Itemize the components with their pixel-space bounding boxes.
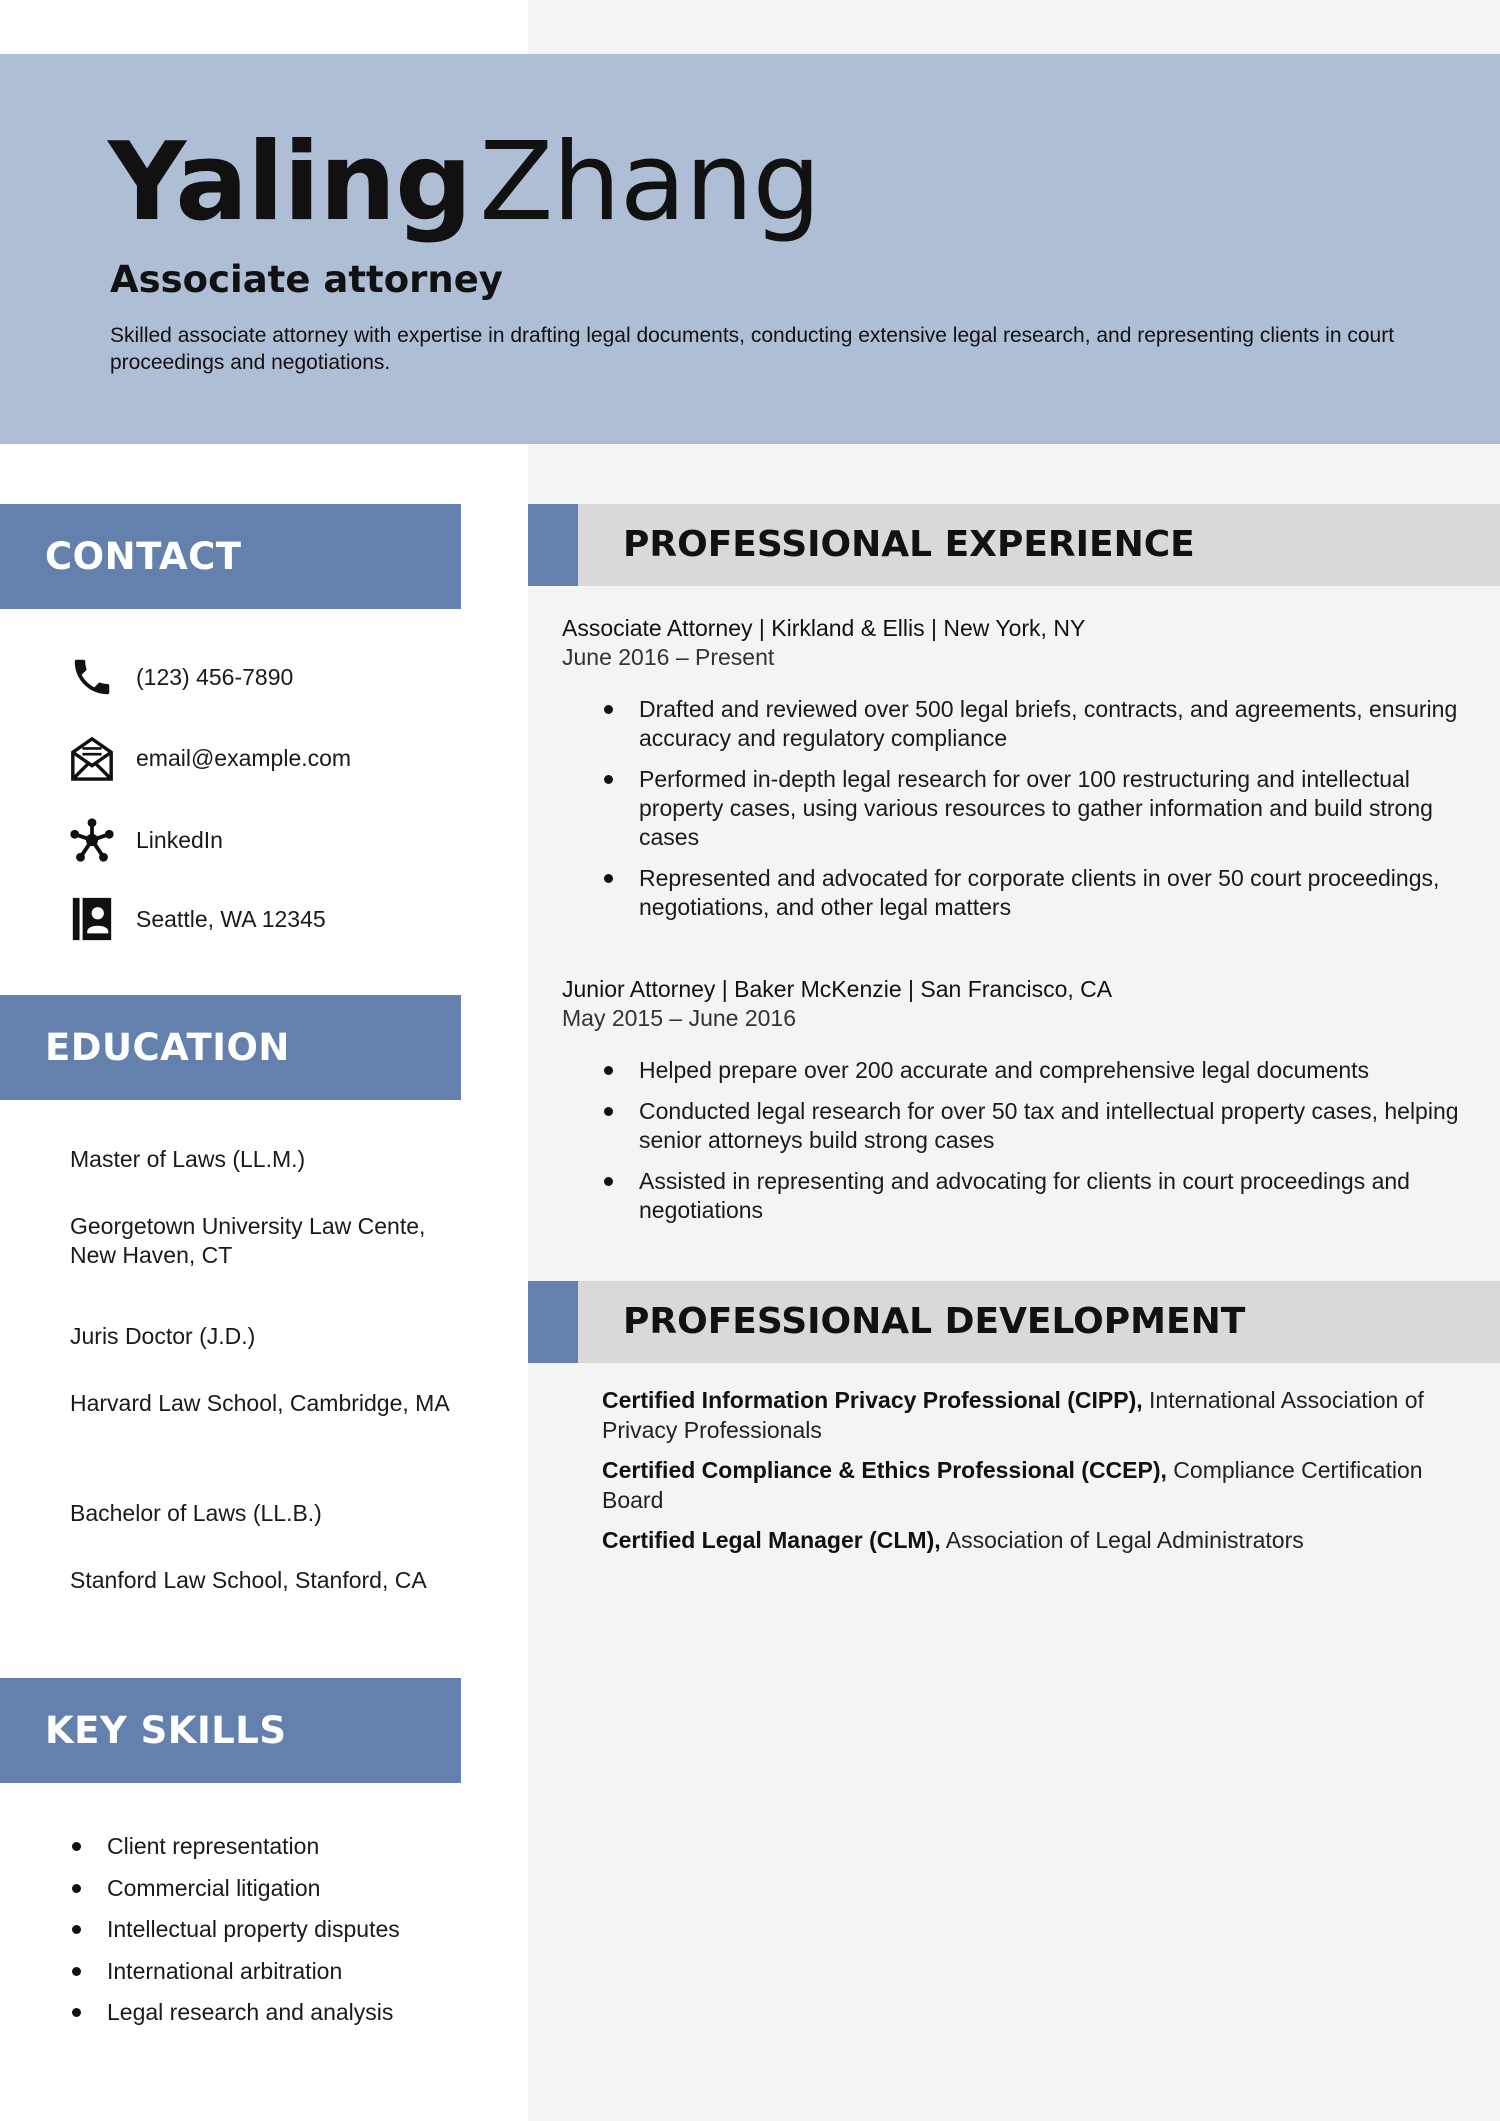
certification-name: Certified Compliance & Ethics Professional (CCEP), bbox=[602, 1457, 1167, 1483]
job-bullet: Drafted and reviewed over 500 legal briefs, contracts, and agreements, ensuring accuracy and regulatory compliance bbox=[562, 695, 1482, 753]
education-heading bbox=[0, 995, 461, 1100]
contact-heading bbox=[0, 504, 461, 609]
certification-issuer: International Association of Privacy Professionals bbox=[602, 1387, 1424, 1443]
job-entry bbox=[562, 975, 1482, 1237]
certification-item bbox=[602, 1386, 1482, 1445]
job-bullet: Helped prepare over 200 accurate and comprehensive legal documents bbox=[562, 1056, 1482, 1085]
address-icon bbox=[68, 895, 116, 943]
linkedin-text: LinkedIn bbox=[136, 826, 223, 853]
phone-icon bbox=[68, 653, 116, 701]
contact-linkedin bbox=[68, 815, 223, 865]
certification-item bbox=[602, 1456, 1482, 1515]
summary: Skilled associate attorney with expertise in drafting legal documents, conducting extensive legal research, and representing clients in court proceedings and negotiations. bbox=[110, 324, 1395, 374]
skill-item: Intellectual property disputes bbox=[70, 1909, 400, 1951]
skills-heading-label: KEY SKILLS bbox=[45, 1709, 287, 1752]
heading-accent bbox=[528, 504, 578, 586]
job-bullet: Assisted in representing and advocating for clients in court proceedings and negotiations bbox=[562, 1167, 1482, 1225]
certification-issuer: Compliance Certification Board bbox=[602, 1457, 1423, 1513]
contact-email bbox=[68, 733, 351, 783]
education-school: Stanford Law School, Stanford, CA bbox=[70, 1567, 427, 1593]
heading-accent bbox=[528, 1281, 578, 1363]
contact-address bbox=[68, 894, 326, 944]
linkedin-icon bbox=[68, 816, 116, 864]
candidate-name bbox=[108, 118, 820, 248]
job-bullet: Performed in-depth legal research for over 100 restructuring and intellectual property cases, using various resources to gather information and build strong cases bbox=[562, 765, 1482, 852]
contact-phone bbox=[68, 652, 293, 702]
job-bullet: Conducted legal research for over 50 tax and intellectual property cases, helping senior attorneys build strong cases bbox=[562, 1097, 1482, 1155]
education-degree: Master of Laws (LL.M.) bbox=[70, 1146, 306, 1172]
job-dates: May 2015 – June 2016 bbox=[562, 1005, 797, 1031]
education-school: Harvard Law School, Cambridge, MA bbox=[70, 1390, 450, 1416]
email-icon bbox=[68, 734, 116, 782]
experience-heading bbox=[528, 504, 1500, 586]
job-title: Associate attorney bbox=[110, 258, 503, 301]
job-role: Junior Attorney | Baker McKenzie | San Francisco, CA bbox=[562, 976, 1113, 1002]
skills-list bbox=[70, 1826, 400, 2034]
certification-name: Certified Legal Manager (CLM), bbox=[602, 1527, 941, 1553]
certification-issuer: Association of Legal Administrators bbox=[945, 1527, 1304, 1553]
job-dates: June 2016 – Present bbox=[562, 644, 775, 670]
skill-item: Client representation bbox=[70, 1826, 400, 1868]
certifications-list bbox=[602, 1386, 1482, 1567]
job-entry bbox=[562, 614, 1482, 934]
education-degree: Juris Doctor (J.D.) bbox=[70, 1323, 256, 1349]
education-degree: Bachelor of Laws (LL.B.) bbox=[70, 1500, 322, 1526]
skill-item: International arbitration bbox=[70, 1951, 400, 1993]
email-text: email@example.com bbox=[136, 744, 352, 771]
skills-heading bbox=[0, 1678, 461, 1783]
education-heading-label: EDUCATION bbox=[45, 1026, 290, 1069]
job-bullets bbox=[562, 1056, 1482, 1225]
education-school: Georgetown University Law Cente, New Haven, CT bbox=[70, 1213, 426, 1268]
header-band bbox=[0, 54, 1500, 444]
development-heading bbox=[528, 1281, 1500, 1363]
first-name: Yaling bbox=[108, 120, 472, 245]
skill-item: Commercial litigation bbox=[70, 1868, 400, 1910]
contact-heading-label: CONTACT bbox=[45, 535, 242, 578]
job-role: Associate Attorney | Kirkland & Ellis | New York, NY bbox=[562, 615, 1086, 641]
address-text: Seattle, WA 12345 bbox=[136, 905, 326, 932]
job-bullets bbox=[562, 695, 1482, 922]
phone-text: (123) 456-7890 bbox=[136, 663, 294, 690]
certification-item bbox=[602, 1526, 1482, 1556]
experience-heading-label: PROFESSIONAL EXPERIENCE bbox=[623, 524, 1195, 565]
last-name: Zhang bbox=[479, 120, 821, 245]
certification-name: Certified Information Privacy Professional (CIPP), bbox=[602, 1387, 1143, 1413]
development-heading-label: PROFESSIONAL DEVELOPMENT bbox=[623, 1301, 1246, 1342]
skill-item: Legal research and analysis bbox=[70, 1992, 400, 2034]
job-bullet: Represented and advocated for corporate clients in over 50 court proceedings, negotiations, and other legal matters bbox=[562, 864, 1482, 922]
